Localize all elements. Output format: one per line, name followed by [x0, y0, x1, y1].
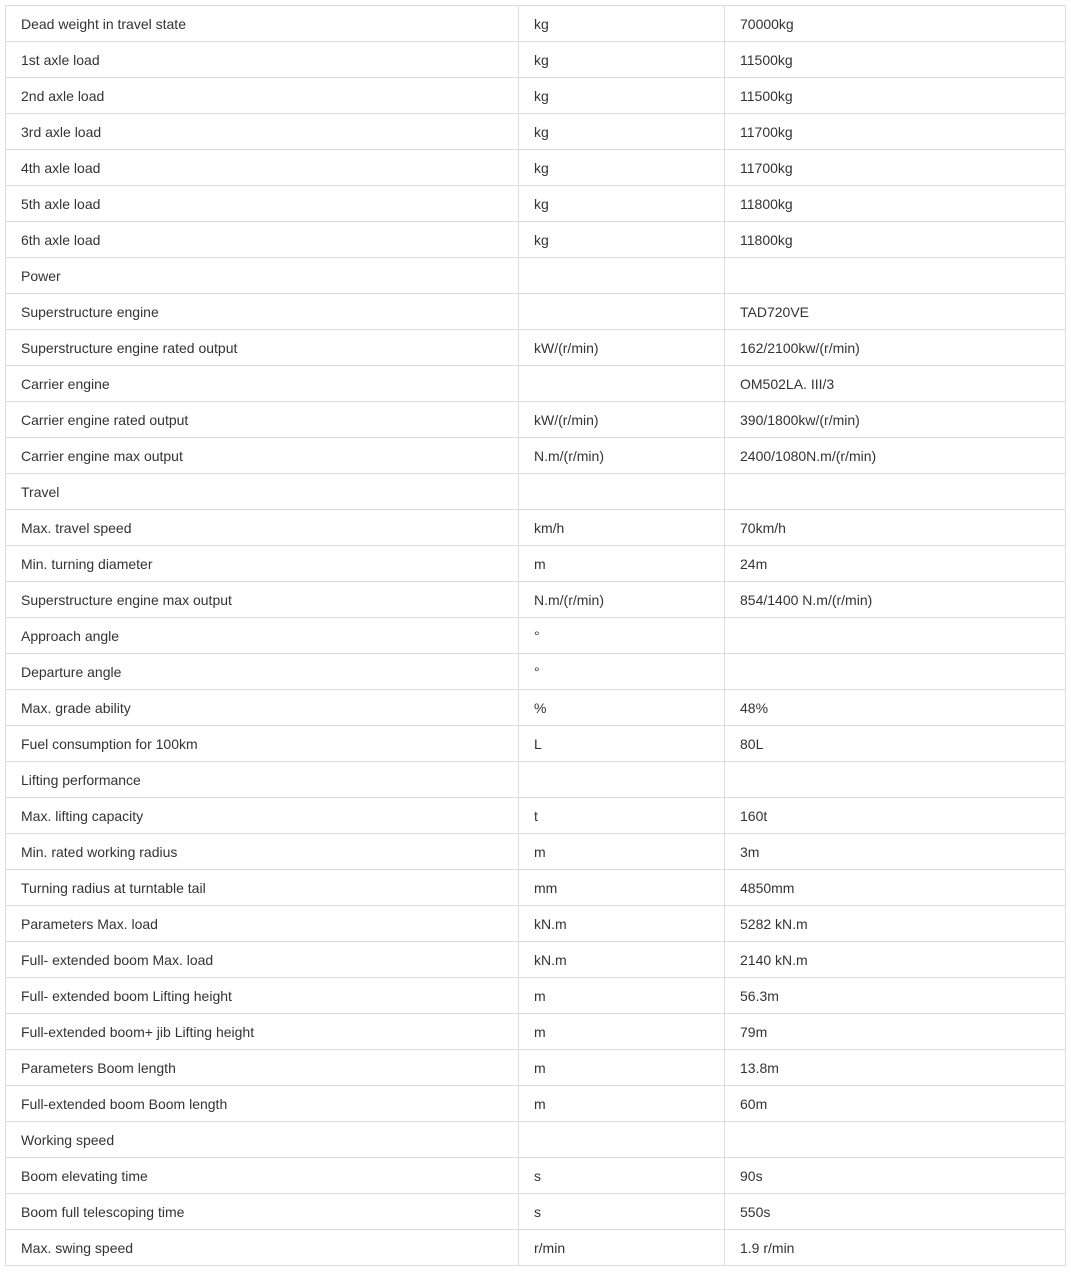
spec-parameter-cell: Superstructure engine — [6, 294, 519, 330]
spec-parameter-cell: Approach angle — [6, 618, 519, 654]
spec-value-cell: 48% — [725, 690, 1066, 726]
table-row — [6, 6, 1066, 42]
spec-value-cell: 56.3m — [725, 978, 1066, 1014]
spec-unit-cell: ° — [519, 618, 725, 654]
table-row — [6, 258, 1066, 294]
spec-parameter-cell: Boom elevating time — [6, 1158, 519, 1194]
spec-value-cell: 79m — [725, 1014, 1066, 1050]
spec-parameter-cell: Turning radius at turntable tail — [6, 870, 519, 906]
table-row — [6, 654, 1066, 690]
table-row — [6, 870, 1066, 906]
spec-parameter-cell: Fuel consumption for 100km — [6, 726, 519, 762]
spec-unit-cell — [519, 366, 725, 402]
spec-parameter-cell: 6th axle load — [6, 222, 519, 258]
spec-value-cell: 160t — [725, 798, 1066, 834]
table-row — [6, 1050, 1066, 1086]
spec-table — [5, 5, 1066, 1266]
spec-parameter-cell: Max. swing speed — [6, 1230, 519, 1266]
table-row — [6, 42, 1066, 78]
spec-value-cell: 11500kg — [725, 42, 1066, 78]
spec-parameter-cell: Full-extended boom Boom length — [6, 1086, 519, 1122]
spec-unit-cell: kg — [519, 114, 725, 150]
spec-value-cell — [725, 474, 1066, 510]
spec-parameter-cell: Working speed — [6, 1122, 519, 1158]
table-row — [6, 294, 1066, 330]
table-row — [6, 1230, 1066, 1266]
spec-value-cell: 11800kg — [725, 186, 1066, 222]
spec-parameter-cell: Boom full telescoping time — [6, 1194, 519, 1230]
spec-unit-cell: N.m/(r/min) — [519, 438, 725, 474]
table-row — [6, 222, 1066, 258]
spec-unit-cell: m — [519, 1086, 725, 1122]
spec-unit-cell — [519, 762, 725, 798]
spec-unit-cell — [519, 1122, 725, 1158]
spec-value-cell — [725, 1122, 1066, 1158]
table-row — [6, 186, 1066, 222]
table-row — [6, 582, 1066, 618]
spec-parameter-cell: Carrier engine — [6, 366, 519, 402]
spec-parameter-cell: Full- extended boom Max. load — [6, 942, 519, 978]
spec-unit-cell: m — [519, 834, 725, 870]
spec-value-cell: 11700kg — [725, 150, 1066, 186]
table-row — [6, 762, 1066, 798]
table-row — [6, 402, 1066, 438]
spec-unit-cell: kN.m — [519, 942, 725, 978]
spec-unit-cell: kN.m — [519, 906, 725, 942]
table-row — [6, 546, 1066, 582]
spec-unit-cell: kg — [519, 78, 725, 114]
spec-unit-cell — [519, 294, 725, 330]
spec-value-cell: 11700kg — [725, 114, 1066, 150]
table-row — [6, 78, 1066, 114]
spec-parameter-cell: Superstructure engine max output — [6, 582, 519, 618]
spec-parameter-cell: Lifting performance — [6, 762, 519, 798]
table-row — [6, 510, 1066, 546]
spec-parameter-cell: Power — [6, 258, 519, 294]
spec-unit-cell: r/min — [519, 1230, 725, 1266]
spec-parameter-cell: 3rd axle load — [6, 114, 519, 150]
table-row — [6, 726, 1066, 762]
table-row — [6, 834, 1066, 870]
spec-parameter-cell: Min. rated working radius — [6, 834, 519, 870]
spec-parameter-cell: 2nd axle load — [6, 78, 519, 114]
spec-parameter-cell: Carrier engine max output — [6, 438, 519, 474]
spec-value-cell: 1.9 r/min — [725, 1230, 1066, 1266]
table-row — [6, 114, 1066, 150]
spec-unit-cell: kg — [519, 150, 725, 186]
spec-parameter-cell: Max. lifting capacity — [6, 798, 519, 834]
spec-unit-cell: mm — [519, 870, 725, 906]
spec-unit-cell — [519, 258, 725, 294]
table-row — [6, 330, 1066, 366]
spec-unit-cell: m — [519, 546, 725, 582]
spec-unit-cell: % — [519, 690, 725, 726]
spec-value-cell — [725, 654, 1066, 690]
spec-unit-cell: m — [519, 978, 725, 1014]
spec-value-cell: 24m — [725, 546, 1066, 582]
spec-parameter-cell: 4th axle load — [6, 150, 519, 186]
spec-unit-cell — [519, 474, 725, 510]
table-row — [6, 1158, 1066, 1194]
spec-value-cell: 2400/1080N.m/(r/min) — [725, 438, 1066, 474]
spec-value-cell: 5282 kN.m — [725, 906, 1066, 942]
table-row — [6, 438, 1066, 474]
spec-unit-cell: N.m/(r/min) — [519, 582, 725, 618]
spec-unit-cell: t — [519, 798, 725, 834]
spec-value-cell: 390/1800kw/(r/min) — [725, 402, 1066, 438]
table-row — [6, 150, 1066, 186]
spec-parameter-cell: Parameters Max. load — [6, 906, 519, 942]
spec-value-cell: 80L — [725, 726, 1066, 762]
spec-parameter-cell: Carrier engine rated output — [6, 402, 519, 438]
table-row — [6, 1014, 1066, 1050]
spec-value-cell: OM502LA. III/3 — [725, 366, 1066, 402]
spec-parameter-cell: Max. grade ability — [6, 690, 519, 726]
spec-value-cell: 60m — [725, 1086, 1066, 1122]
spec-value-cell: 11800kg — [725, 222, 1066, 258]
spec-unit-cell: L — [519, 726, 725, 762]
spec-unit-cell: s — [519, 1194, 725, 1230]
spec-unit-cell: kg — [519, 42, 725, 78]
spec-value-cell: 90s — [725, 1158, 1066, 1194]
spec-parameter-cell: Parameters Boom length — [6, 1050, 519, 1086]
spec-parameter-cell: Dead weight in travel state — [6, 6, 519, 42]
spec-value-cell: 550s — [725, 1194, 1066, 1230]
spec-unit-cell: kg — [519, 186, 725, 222]
spec-table-body — [6, 6, 1066, 1266]
spec-unit-cell: kW/(r/min) — [519, 402, 725, 438]
spec-parameter-cell: Full- extended boom Lifting height — [6, 978, 519, 1014]
spec-value-cell: 11500kg — [725, 78, 1066, 114]
spec-parameter-cell: Superstructure engine rated output — [6, 330, 519, 366]
spec-parameter-cell: 1st axle load — [6, 42, 519, 78]
spec-parameter-cell: Departure angle — [6, 654, 519, 690]
spec-parameter-cell: Full-extended boom+ jib Lifting height — [6, 1014, 519, 1050]
spec-value-cell: 13.8m — [725, 1050, 1066, 1086]
table-row — [6, 618, 1066, 654]
spec-parameter-cell: 5th axle load — [6, 186, 519, 222]
spec-parameter-cell: Max. travel speed — [6, 510, 519, 546]
spec-unit-cell: km/h — [519, 510, 725, 546]
spec-value-cell — [725, 618, 1066, 654]
spec-value-cell: 854/1400 N.m/(r/min) — [725, 582, 1066, 618]
spec-value-cell: 70000kg — [725, 6, 1066, 42]
table-row — [6, 366, 1066, 402]
spec-unit-cell: m — [519, 1014, 725, 1050]
table-row — [6, 906, 1066, 942]
spec-unit-cell: kg — [519, 222, 725, 258]
spec-unit-cell: ° — [519, 654, 725, 690]
table-row — [6, 1086, 1066, 1122]
spec-unit-cell: m — [519, 1050, 725, 1086]
spec-unit-cell: kg — [519, 6, 725, 42]
spec-unit-cell: s — [519, 1158, 725, 1194]
spec-value-cell: 162/2100kw/(r/min) — [725, 330, 1066, 366]
spec-parameter-cell: Travel — [6, 474, 519, 510]
spec-value-cell: 3m — [725, 834, 1066, 870]
table-row — [6, 978, 1066, 1014]
table-row — [6, 1194, 1066, 1230]
spec-value-cell: 2140 kN.m — [725, 942, 1066, 978]
spec-parameter-cell: Min. turning diameter — [6, 546, 519, 582]
table-row — [6, 690, 1066, 726]
table-row — [6, 798, 1066, 834]
spec-value-cell — [725, 762, 1066, 798]
spec-value-cell: 4850mm — [725, 870, 1066, 906]
spec-value-cell — [725, 258, 1066, 294]
spec-value-cell: 70km/h — [725, 510, 1066, 546]
table-row — [6, 942, 1066, 978]
spec-unit-cell: kW/(r/min) — [519, 330, 725, 366]
table-row — [6, 474, 1066, 510]
table-row — [6, 1122, 1066, 1158]
spec-value-cell: TAD720VE — [725, 294, 1066, 330]
